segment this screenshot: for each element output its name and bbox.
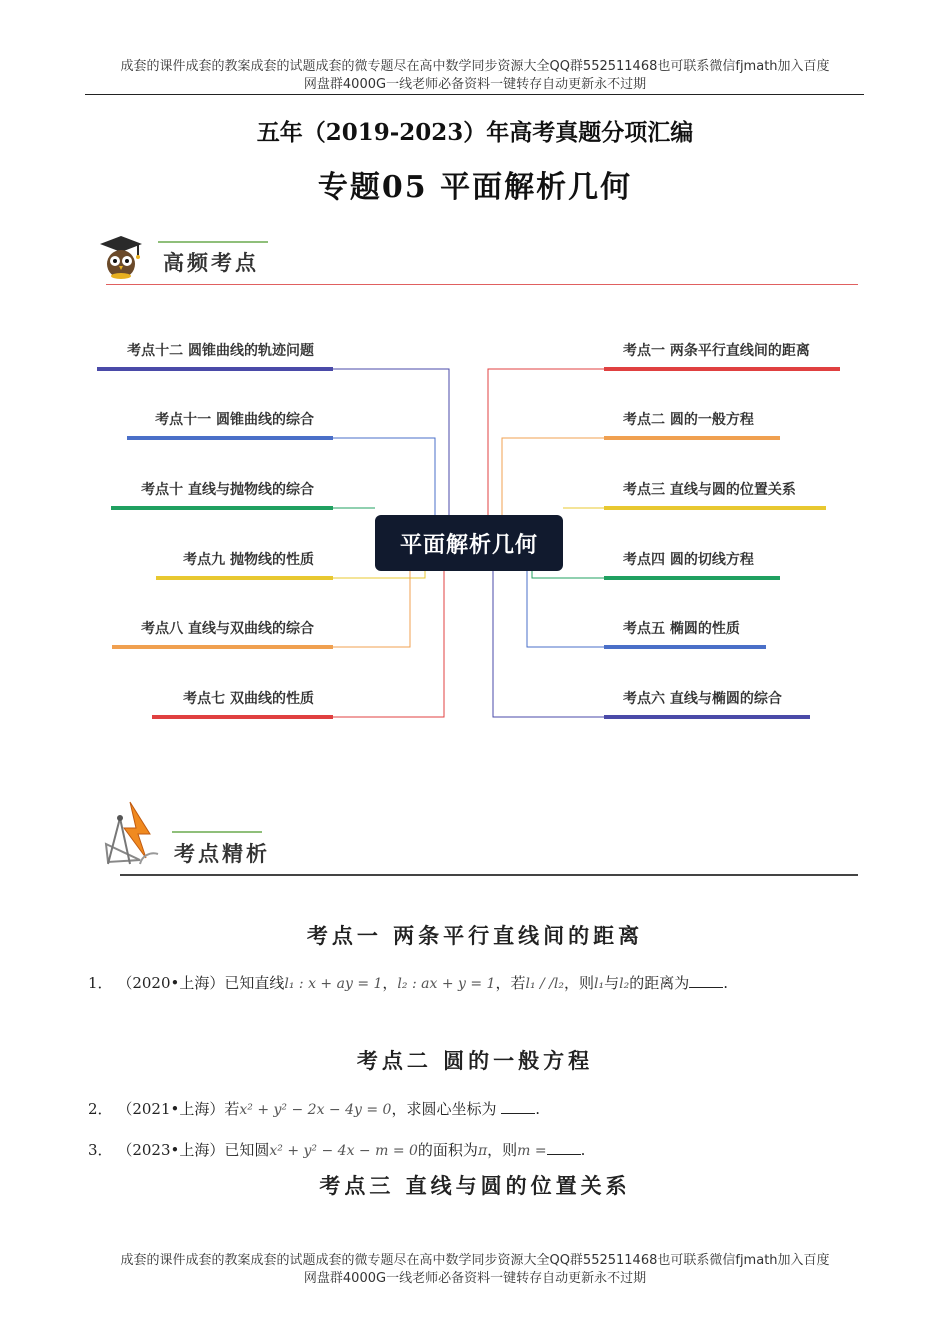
math-expression: π — [477, 1143, 488, 1159]
section2-top-rule — [172, 831, 262, 833]
question-text: ， — [382, 974, 398, 992]
mindmap-left-item: 考点十二 圆锥曲线的轨迹问题 — [127, 343, 314, 359]
question-2 — [88, 1098, 540, 1119]
page-subtitle: 专题05 平面解析几何 — [317, 170, 633, 205]
mindmap-right-item: 考点三 直线与圆的位置关系 — [623, 482, 796, 498]
question-text: . — [723, 974, 728, 992]
question-number: 1． — [88, 974, 113, 992]
section2-heading: 考点精析 — [174, 841, 270, 866]
question-text: 的面积为 — [417, 1141, 478, 1159]
math-expression: m = — [517, 1143, 547, 1159]
mindmap-left-item: 考点七 双曲线的性质 — [183, 691, 314, 707]
ruler-compass-icon — [100, 798, 162, 868]
math-expression: l₁ : x + ay = 1 — [284, 976, 383, 992]
question-number: 3． — [88, 1141, 113, 1159]
mindmap-right-item: 考点一 两条平行直线间的距离 — [623, 343, 810, 359]
question-source: （2023•上海） — [117, 1141, 225, 1159]
question-text: . — [535, 1100, 541, 1118]
mindmap-left-item: 考点九 抛物线的性质 — [183, 552, 314, 568]
answer-blank — [689, 975, 723, 988]
header-line-2: 网盘群4000G一线老师必备资料一键转存自动更新永不过期 — [303, 77, 647, 92]
mindmap-left-item: 考点十一 圆锥曲线的综合 — [155, 412, 314, 428]
question-source: （2020•上海） — [117, 974, 225, 992]
question-text: . — [580, 1141, 586, 1159]
section1-heading: 高频考点 — [163, 250, 259, 275]
footer-line-2: 网盘群4000G一线老师必备资料一键转存自动更新永不过期 — [303, 1271, 647, 1286]
mindmap-left-item: 考点八 直线与双曲线的综合 — [141, 621, 314, 637]
mindmap-right-item: 考点六 直线与椭圆的综合 — [623, 691, 782, 707]
mindmap-center: 平面解析几何 — [375, 515, 563, 571]
mindmap-right-item: 考点四 圆的切线方程 — [623, 552, 754, 568]
question-text: 已知直线 — [224, 974, 285, 992]
mindmap-right-item: 考点二 圆的一般方程 — [623, 412, 754, 428]
topic-title: 考点三 直线与圆的位置关系 — [319, 1173, 631, 1198]
question-text: 已知圆 — [224, 1141, 270, 1159]
topic-title: 考点二 圆的一般方程 — [356, 1048, 594, 1073]
question-text: 的距离为 — [629, 974, 690, 992]
answer-blank — [501, 1101, 535, 1114]
question-3 — [88, 1139, 585, 1160]
question-text: ，求圆心坐标为 — [391, 1100, 497, 1118]
question-text: ，则 — [487, 1141, 518, 1159]
topic-title: 考点一 两条平行直线间的距离 — [306, 923, 644, 948]
question-number: 2． — [88, 1100, 113, 1118]
question-1 — [88, 972, 728, 993]
math-expression: l₁ / /l₂ — [525, 976, 564, 992]
mindmap-right-item: 考点五 椭圆的性质 — [623, 621, 740, 637]
footer-line-1: 成套的课件成套的教案成套的试题成套的微专题尽在高中数学同步资源大全QQ群552511468也可联系微信fjmath加入百度 — [120, 1253, 830, 1268]
math-expression: x² + y² − 4x − m = 0 — [269, 1143, 418, 1159]
question-text: 与 — [604, 974, 620, 992]
question-text: 若 — [224, 1100, 240, 1118]
question-text: ，则 — [563, 974, 594, 992]
answer-blank — [547, 1142, 581, 1155]
section2-bottom-rule — [120, 874, 858, 876]
question-text: ，若 — [495, 974, 526, 992]
page-footer — [85, 1252, 865, 1288]
question-source: （2021•上海） — [117, 1100, 225, 1118]
math-expression: l₁ — [594, 976, 605, 992]
header-line-1: 成套的课件成套的教案成套的试题成套的微专题尽在高中数学同步资源大全QQ群552511468也可联系微信fjmath加入百度 — [120, 59, 830, 74]
page-title: 五年（2019-2023）年高考真题分项汇编 — [256, 119, 694, 146]
mindmap-left-item: 考点十 直线与抛物线的综合 — [141, 482, 314, 498]
math-expression: l₂ — [619, 976, 630, 992]
math-expression: x² + y² − 2x − 4y = 0 — [239, 1102, 392, 1118]
math-expression: l₂ : ax + y = 1 — [397, 976, 496, 992]
